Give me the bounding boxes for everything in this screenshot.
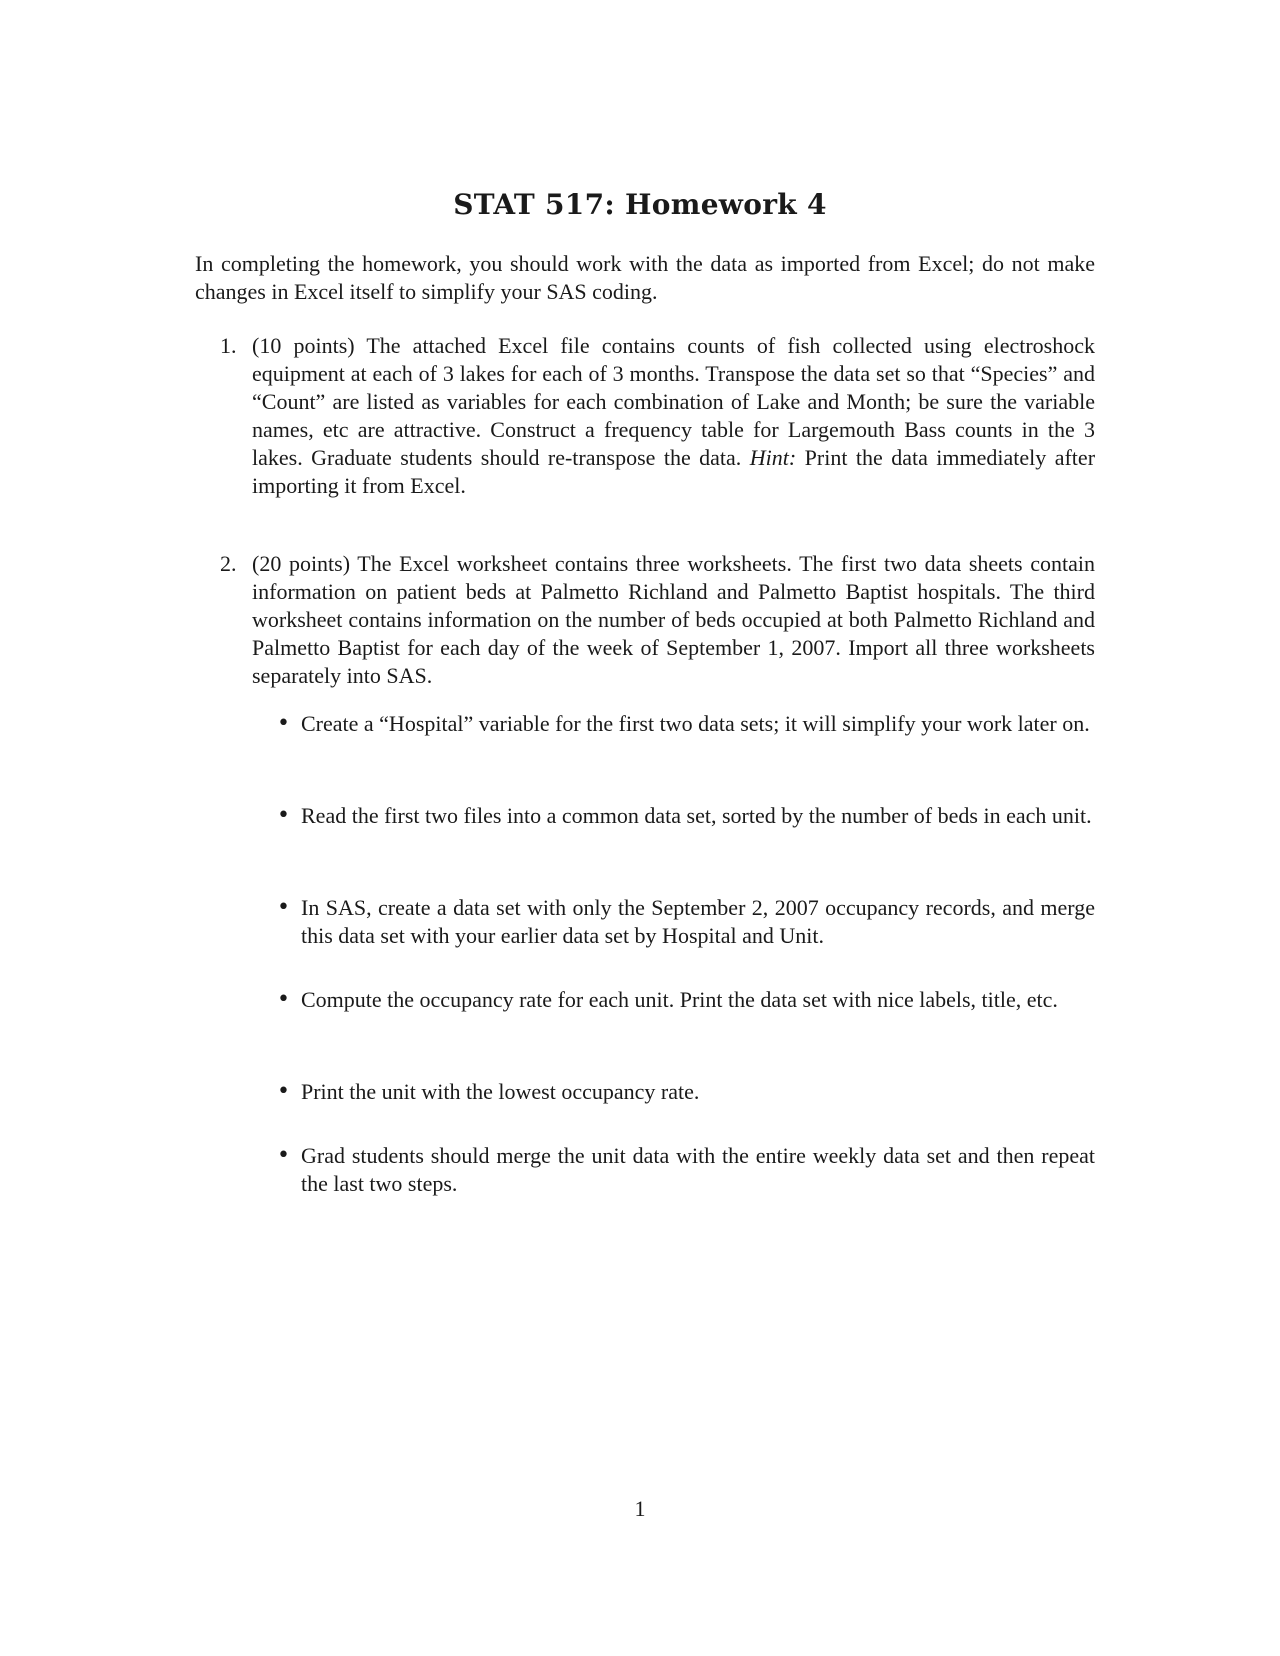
list-item-text: In SAS, create a data set with only the September 2, 2007 occupancy records, and merge this data set with your earlier data set by Hospital and Unit. [301, 895, 1095, 948]
bullet-icon: • [277, 895, 290, 920]
problem-1 [220, 332, 1096, 500]
list-item-text: Grad students should merge the unit data with the entire weekly data set and then repeat the last two steps. [301, 1143, 1095, 1196]
list-item [277, 1078, 1095, 1106]
bullet-icon: • [277, 1143, 290, 1168]
list-item-text: Read the first two files into a common data set, sorted by the number of beds in each unit. [301, 803, 1092, 828]
problem-2 [220, 550, 1095, 690]
list-item-text: Compute the occupancy rate for each unit. Print the data set with nice labels, title, etc. [301, 987, 1058, 1012]
list-item-text: Print the unit with the lowest occupancy rate. [301, 1079, 700, 1104]
list-item-text: Create a “Hospital” variable for the first two data sets; it will simplify your work later on. [301, 711, 1090, 736]
list-item [277, 986, 1095, 1014]
problem-1-hint-text: Print the data immediately after importing it from Excel. [252, 445, 1096, 498]
bullet-icon: • [277, 803, 290, 828]
problem-1-number: 1. [220, 333, 237, 358]
bullet-icon: • [277, 987, 290, 1012]
list-item [277, 1142, 1095, 1198]
page-number: 1 [634, 1496, 646, 1521]
list-item [277, 802, 1095, 830]
problem-2-text: (20 points) The Excel worksheet contains three worksheets. The first two data sheets contain information on patient beds at Palmetto Richland and Palmetto Baptist hospitals. The third worksheet contains information on the number of beds occupied at both Palmetto Richland and Palmetto Baptist for each day of the week of September 1, 2007. Import all three worksheets separately into SAS. [252, 551, 1095, 688]
problem-1-hint-label: Hint: [749, 445, 797, 470]
page-title: STAT 517: Homework 4 [453, 188, 827, 221]
intro-paragraph: In completing the homework, you should work with the data as imported from Excel; do not make changes in Excel itself to simplify your SAS coding. [195, 251, 1095, 304]
problem-1-text: (10 points) The attached Excel file contains counts of fish collected using electroshock equipment at each of 3 lakes for each of 3 months. Transpose the data set so that “Species” and “Count” are listed as variables for each combination of Lake and Month; be sure the variable names, etc are attractive. Construct a frequency table for Largemouth Bass counts in the 3 lakes. Graduate students should re-transpose the data. [252, 333, 1095, 470]
list-item [277, 710, 1095, 738]
problem-2-number: 2. [220, 551, 237, 576]
bullet-icon: • [277, 1079, 290, 1104]
list-item [277, 894, 1095, 950]
bullet-icon: • [277, 711, 290, 736]
